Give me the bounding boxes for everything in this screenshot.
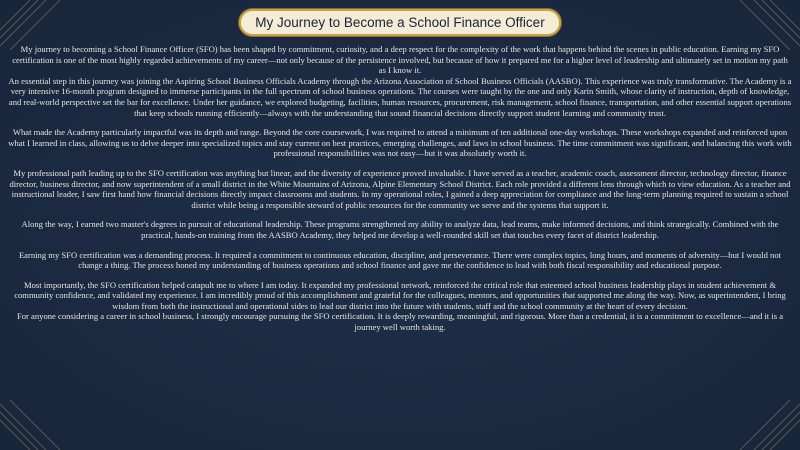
paragraph-intro: My journey to becoming a School Finance Officer (SFO) has been shaped by commitment, curiosity, and a deep respect for the complexity of the work that happens behind the scenes in public education. Earning my SFO certification is one of the most highly regarded achievements of my career—not only because of the persistence involved, but because of how it prepared me for a higher level of leadership and ultimately set in motion my path as I know it.: [12, 44, 788, 76]
paragraph-degrees: Along the way, I earned two master's degrees in pursuit of educational leadership. These programs strengthened my ability to analyze data, lead teams, make informed decisions, and think strategically. Combined with the practical, hands-on training from the AASBO Academy, they helped me develop a well-rounded skill set that touches every facet of district leadership.: [21, 219, 779, 240]
paragraph-certification: Earning my SFO certification was a demanding process. It required a commitment to continuous education, discipline, and perseverance. There were complex topics, long hours, and moments of adversity—but I would not change a thing. The process honed my understanding of business operations and school finance and gave me the confidence to lead with both fiscal responsibility and educational purpose.: [18, 249, 782, 271]
paragraph-academy: An essential step in this journey was joining the Aspiring School Business Officials Academy through the Arizona Association of School Business Officials (AASBO). This experience was truly transformative. The Academy is a very intensive 16-month program designed to immerse participants in the full spectrum of school business operations. The courses were taught by the one and only Karin Smith, whose clarity of instruction, depth of knowledge, and real-world perspective set the bar for excellence. Under her guidance, we explored budgeting, facilities, human resources, procurement, risk management, school finance, transportation, and other essential support operations that keep schools running efficiently—always with the understanding that sound financial decisions directly support student learning and community trust.: [8, 75, 792, 118]
title-banner: [0, 9, 800, 36]
paragraph-workshops: What made the Academy particularly impactful was its depth and range. Beyond the core coursework, I was required to attend a minimum of ten additional one-day workshops. These workshops expanded and reinforced upon what I learned in class, allowing us to delve deeper into specialized topics and stay current on best practices, emerging challenges, and laws in school business. The time commitment was significant, and balancing this work with professional responsibilities was not easy—but it was absolutely worth it.: [8, 127, 792, 159]
paragraph-career-path: My professional path leading up to the SFO certification was anything but linear, and the diversity of experience proved invaluable. I have served as a teacher, academic coach, assessment director, technology director, finance director, business director, and now superintendent of a small district in the White Mountains of Arizona, Alpine Elementary School District. Each role provided a different lens through which to view education. As a teacher and instructional leader, I saw first hand how financial decisions directly impact classrooms and students. In my operational roles, I gained a deep appreciation for compliance and the long-term planning required to sustain a school district while being a responsible steward of public resources for the community we serve and the systems that support it.: [9, 167, 791, 210]
page-title: My Journey to Become a School Finance Officer: [239, 9, 560, 36]
article-body: [8, 44, 792, 333]
paragraph-impact: Most importantly, the SFO certification helped catapult me to where I am today. It expanded my professional network, reinforced the critical role that esteemed school business leadership plays in student achievement & community confidence, and validated my experience. I am incredibly proud of this accomplishment and grateful for the colleagues, mentors, and opportunities that supported me along the way. Now, as superintendent, I bring wisdom from both the instructional and operational sides to lead our district into the future with students, staff and the school community at the heart of every decision.: [14, 279, 786, 311]
paragraph-closing: For anyone considering a career in school business, I strongly encourage pursuing the SFO certification. It is deeply rewarding, meaningful, and rigorous. More than a credential, it is a commitment to excellence—and it is a journey well worth taking.: [16, 311, 784, 333]
